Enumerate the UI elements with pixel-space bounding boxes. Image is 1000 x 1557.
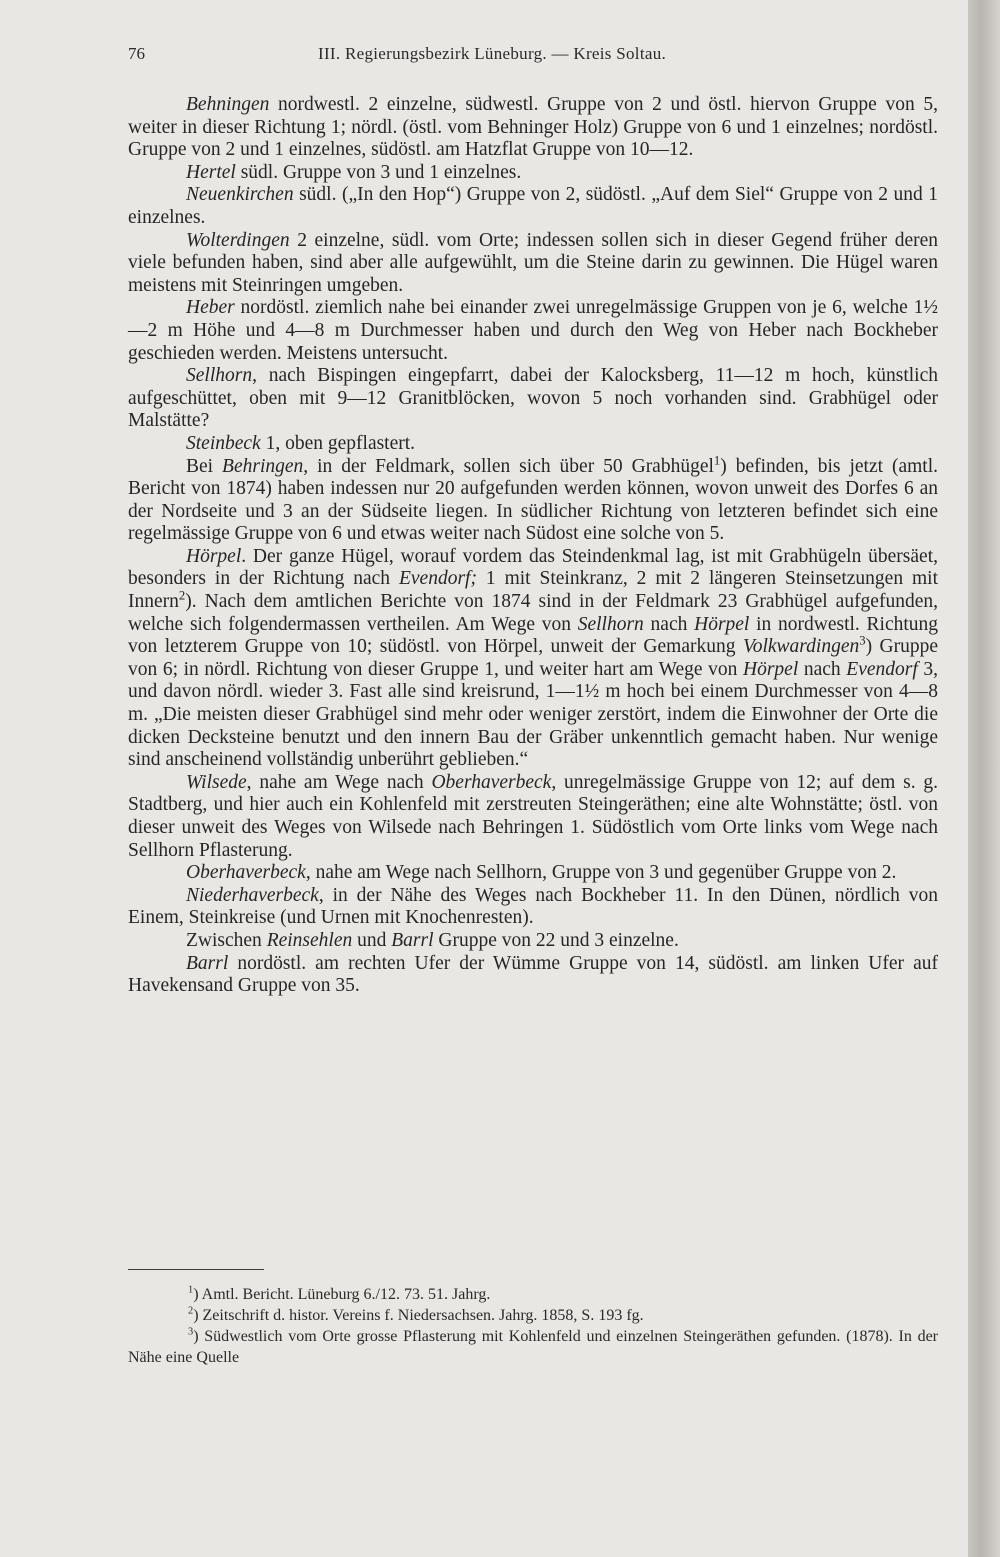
page-edge — [968, 0, 1000, 1557]
paragraph-text: nordöstl. ziemlich nahe bei einander zwei unregelmässige Gruppen von je 6, welche 1½—2 m Höhe und 4—8 m Durchmesser haben und durch den Weg von Heber nach Bockheber geschieden werden. Meistens untersucht. — [128, 297, 938, 364]
paragraph-text: , nahe am Wege nach — [246, 771, 432, 793]
place-name: Wilsede — [186, 771, 247, 793]
footnote-divider — [128, 1269, 264, 1270]
footnote-text: ) Amtl. Bericht. Lüneburg 6./12. 73. 51. Jahrg. — [193, 1286, 491, 1303]
paragraph-text: ) befinden, bis jetzt (amtl. Bericht von 1874) haben indessen nur 20 aufgefunden werden können, wovon unweit des Dorfes 6 an der Nordseite und 3 an der Südseite liegen. In südlicher Richtung von letzteren befindet sich eine regelmässige Gruppe von 6 und etwas weiter nach Südost eine solche von 5. — [128, 455, 939, 545]
footnote-text: ) Zeitschrift d. histor. Vereins f. Niedersachsen. Jahrg. 1858, S. 193 fg. — [193, 1307, 644, 1324]
paragraph-text: 1, oben gepflastert. — [260, 432, 416, 454]
paragraph-behningen — [128, 94, 938, 162]
paragraph-barrl — [128, 953, 938, 998]
paragraph-hertel — [128, 162, 938, 185]
place-name: Behningen — [186, 94, 270, 115]
place-name: Evendorf; — [398, 568, 477, 590]
paragraph-wolterdingen — [128, 230, 938, 298]
footnote-ref: 3 — [859, 633, 866, 648]
place-name: Behringen — [222, 455, 304, 477]
place-name: Hörpel — [694, 613, 750, 635]
paragraph-text: nordwestl. 2 einzelne, südwestl. Gruppe von 2 und östl. hiervon Gruppe von 5, weiter in dieser Richtung 1; nördl. (östl. vom Behninger Holz) Gruppe von 6 und 1 einzelnes; nordöstl. Gruppe von 2 und 1 einzelnes, südöstl. am Hatzflat Gruppe von 10—12. — [128, 94, 938, 161]
paragraph-text: , in der Nähe des Weges nach Bockheber 11. In den Dünen, nördlich von Einem, Steinkreise (und Urnen mit Knochenresten). — [128, 884, 938, 929]
footnote-mark: 1 — [188, 1284, 194, 1296]
paragraph-text: nordöstl. am rechten Ufer der Wümme Gruppe von 14, südöstl. am linken Ufer auf Havekensand Gruppe von 35. — [128, 952, 938, 997]
paragraph-text: und — [352, 929, 392, 951]
paragraph-text: , unregelmässige Gruppe von 12; auf dem s. g. Stadtberg, und hier auch ein Kohlenfeld mit zerstreuten Steingeräthen; eine alte Wohnstätte; östl. von dieser unweit des Weges von Wilsede nach Behringen 1. Südöstlich vom Orte links vom Wege nach Sellhorn Pflasterung. — [128, 771, 938, 861]
paragraph-heber — [128, 297, 938, 365]
footnotes — [128, 1284, 938, 1368]
footnote-ref: 2 — [178, 588, 186, 603]
paragraph-text: 2 einzelne, südl. vom Orte; indessen sollen sich in dieser Gegend früher deren viele befunden haben, sind aber alle aufgewühlt, um die Steine darin zu gewinnen. Die Hügel waren meistens mit Steinringen umgeben. — [128, 229, 938, 296]
footnote-text: ) Südwestlich vom Orte grosse Pflasterung mit Kohlenfeld und einzelnen Steingeräthen gefunden. (1878). In der Nähe eine Quelle — [128, 1328, 938, 1366]
page-number: 76 — [128, 44, 145, 63]
place-name: Volkwardingen — [742, 636, 860, 658]
paragraph-text: nach — [798, 658, 847, 680]
place-name: Steinbeck — [186, 432, 261, 454]
place-name: Evendorf — [846, 658, 918, 680]
paragraph-hoerpel — [128, 546, 938, 772]
paragraph-steinbeck — [128, 433, 938, 456]
paragraph-oberhaverbeck — [128, 862, 938, 885]
paragraph-text: 1 mit Steinkranz, 2 mit 2 längeren Steinsetzungen mit Innern — [128, 568, 938, 613]
footnote-mark: 3 — [188, 1326, 194, 1338]
paragraph-text: , nahe am Wege nach Sellhorn, Gruppe von 3 und gegenüber Gruppe von 2. — [305, 862, 897, 884]
place-name: Hertel — [186, 161, 236, 183]
paragraph-sellhorn — [128, 365, 938, 433]
place-name: Heber — [186, 297, 235, 319]
place-name: Sellhorn — [577, 613, 644, 635]
paragraph-behringen — [128, 453, 939, 546]
place-name: Barrl — [186, 952, 229, 974]
place-name: Hörpel — [186, 545, 242, 567]
place-name: Oberhaverbeck — [431, 771, 552, 793]
footnote — [128, 1305, 938, 1326]
paragraph-niederhaverbeck — [128, 885, 938, 930]
paragraph-text: nach — [643, 613, 695, 635]
paragraph-text: ). Nach dem amtlichen Berichte von 1874 sind in der Feldmark 23 Grabhügel aufgefunden, welche sich folgendermassen vertheilen. Am Wege von — [128, 591, 938, 635]
place-name: Sellhorn — [186, 365, 253, 387]
running-head: III. Regierungsbezirk Lüneburg. — Kreis Soltau. — [318, 44, 667, 63]
paragraph-text: südl. („In den Hop“) Gruppe von 2, südöstl. „Auf dem Siel“ Gruppe von 2 und 1 einzelnes. — [128, 184, 938, 228]
paragraph-text: , in der Feldmark, sollen sich über 50 Grabhügel — [303, 455, 714, 477]
place-name: Niederhaverbeck — [186, 884, 319, 906]
footnote-ref: 1 — [713, 453, 721, 467]
place-name: Hörpel — [743, 658, 799, 680]
paragraph-text: südl. Gruppe von 3 und 1 einzelnes. — [235, 161, 522, 183]
paragraph-text: Zwischen — [186, 929, 267, 951]
paragraph-text: Bei — [186, 455, 223, 477]
place-name: Oberhaverbeck — [186, 862, 306, 884]
place-name: Wolterdingen — [186, 229, 290, 251]
paragraph-text: in nordwestl. Richtung von letzterem Gruppe von 10; südöstl. von Hörpel, unweit der Gemarkung — [128, 613, 939, 658]
place-name: Barrl — [391, 929, 434, 951]
paragraph-text: , nach Bispingen eingepfarrt, dabei der Kalocksberg, 11—12 m hoch, künstlich aufgeschüttet, oben mit 9—12 Granitblöcken, wovon 5 noch vorhanden sind. Grabhügel oder Malstätte? — [128, 365, 938, 432]
place-name: Reinsehlen — [266, 929, 353, 951]
footnote — [128, 1326, 938, 1368]
paragraph-neuenkirchen — [128, 184, 938, 229]
paragraph-zwischen — [128, 930, 938, 953]
main-text — [128, 94, 938, 998]
paragraph-text: 3, und davon nördl. wieder 3. Fast alle sind kreisrund, 1—1½ m hoch bei einem Durchmesser von 4—8 m. „Die meisten dieser Grabhügel sind mehr oder weniger zerstört, indem die Einwohner der Orte die dicken Decksteine benutzt und den innern Bau der Gräber unkenntlich gemacht haben. Nur wenige sind anscheinend vollständig unberührt geblieben.“ — [128, 658, 939, 771]
paragraph-text: . Der ganze Hügel, worauf vordem das Steindenkmal lag, ist mit Grabhügeln übersäet, besonders in der Richtung nach — [128, 545, 938, 590]
footnote-mark: 2 — [188, 1305, 194, 1317]
page-header — [128, 44, 940, 74]
paragraph-text: Gruppe von 22 und 3 einzelne. — [433, 929, 679, 951]
paragraph-text: ) Gruppe von 6; in nördl. Richtung von dieser Gruppe 1, und weiter hart am Wege von — [128, 636, 938, 680]
place-name: Neuenkirchen — [186, 184, 294, 206]
paragraph-wilsede — [128, 772, 938, 862]
footnote — [128, 1284, 938, 1305]
